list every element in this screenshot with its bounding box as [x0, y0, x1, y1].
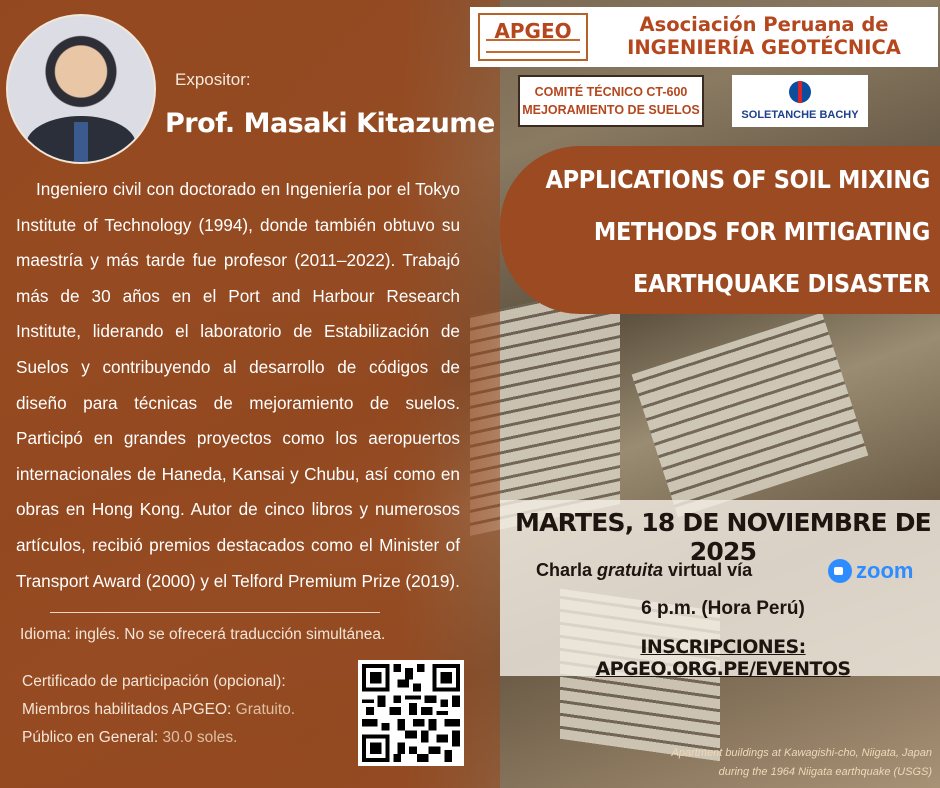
- certificate-title: Certificado de participación (opcional):: [22, 673, 286, 690]
- zoom-camera-icon: [828, 559, 852, 583]
- photo-caption: Apartment buildings at Kawagishi-cho, Niigata, Japan during the 1964 Niigata earthquake (USGS): [671, 747, 932, 778]
- speaker-photo: [6, 14, 156, 164]
- speaker-name: Prof. Masaki Kitazume: [165, 108, 495, 139]
- divider: [50, 612, 380, 613]
- language-note: Idioma: inglés. No se ofrecerá traducción simultánea.: [20, 626, 386, 643]
- speaker-role-label: Expositor:: [175, 70, 251, 89]
- sponsor-logo[interactable]: SOLETANCHE BACHY: [732, 75, 868, 127]
- talk-title: APPLICATIONS OF SOIL MIXING METHODS FOR MITIGATING EARTHQUAKE DISASTER: [545, 165, 930, 298]
- registration-link[interactable]: INSCRIPCIONES: APGEO.ORG.PE/EVENTOS: [595, 636, 851, 680]
- event-date: MARTES, 18 DE NOVIEMBRE DE 2025: [515, 508, 931, 566]
- speaker-bio: Ingeniero civil con doctorado en Ingeniería por el Tokyo Institute of Technology (1994), donde también obtuvo su maestría y más tarde fue profesor (2011–2022). Trabajó más de 30 años en el Port and Harbour Research Institute, liderando el laboratorio de Estabilización de Suelos y contribuyendo al desarrollo de códigos de diseño para técnicas de mejoramiento de suelos. Participó en grandes proyectos como los aeropuertos internacionales de Haneda, Kansai y Chubu, así como en obras en Hong Kong. Autor de cinco libros y numerosos artículos, recibió premios destacados como el Minister of Transport Award (2000) y el Telford Premium Prize (2019).: [16, 179, 460, 591]
- members-price: Miembros habilitados APGEO: Gratuito.: [22, 701, 296, 718]
- org-header: [470, 7, 938, 67]
- talk-title-box: [500, 146, 940, 314]
- committee-badge: COMITÉ TÉCNICO CT-600 MEJORAMIENTO DE SUELOS: [518, 75, 704, 127]
- certificate-info: [22, 668, 295, 752]
- zoom-logo[interactable]: zoom: [828, 558, 913, 584]
- event-time: 6 p.m. (Hora Perú): [641, 598, 805, 619]
- qr-code[interactable]: [358, 660, 464, 766]
- globe-icon: [789, 81, 811, 103]
- org-name: Asociación Peruana de INGENIERÍA GEOTÉCNICA: [627, 13, 901, 59]
- event-format: Charla gratuita virtual vía: [536, 560, 753, 580]
- public-price: Público en General: 30.0 soles.: [22, 729, 238, 746]
- apgeo-logo[interactable]: APGEO: [478, 13, 588, 61]
